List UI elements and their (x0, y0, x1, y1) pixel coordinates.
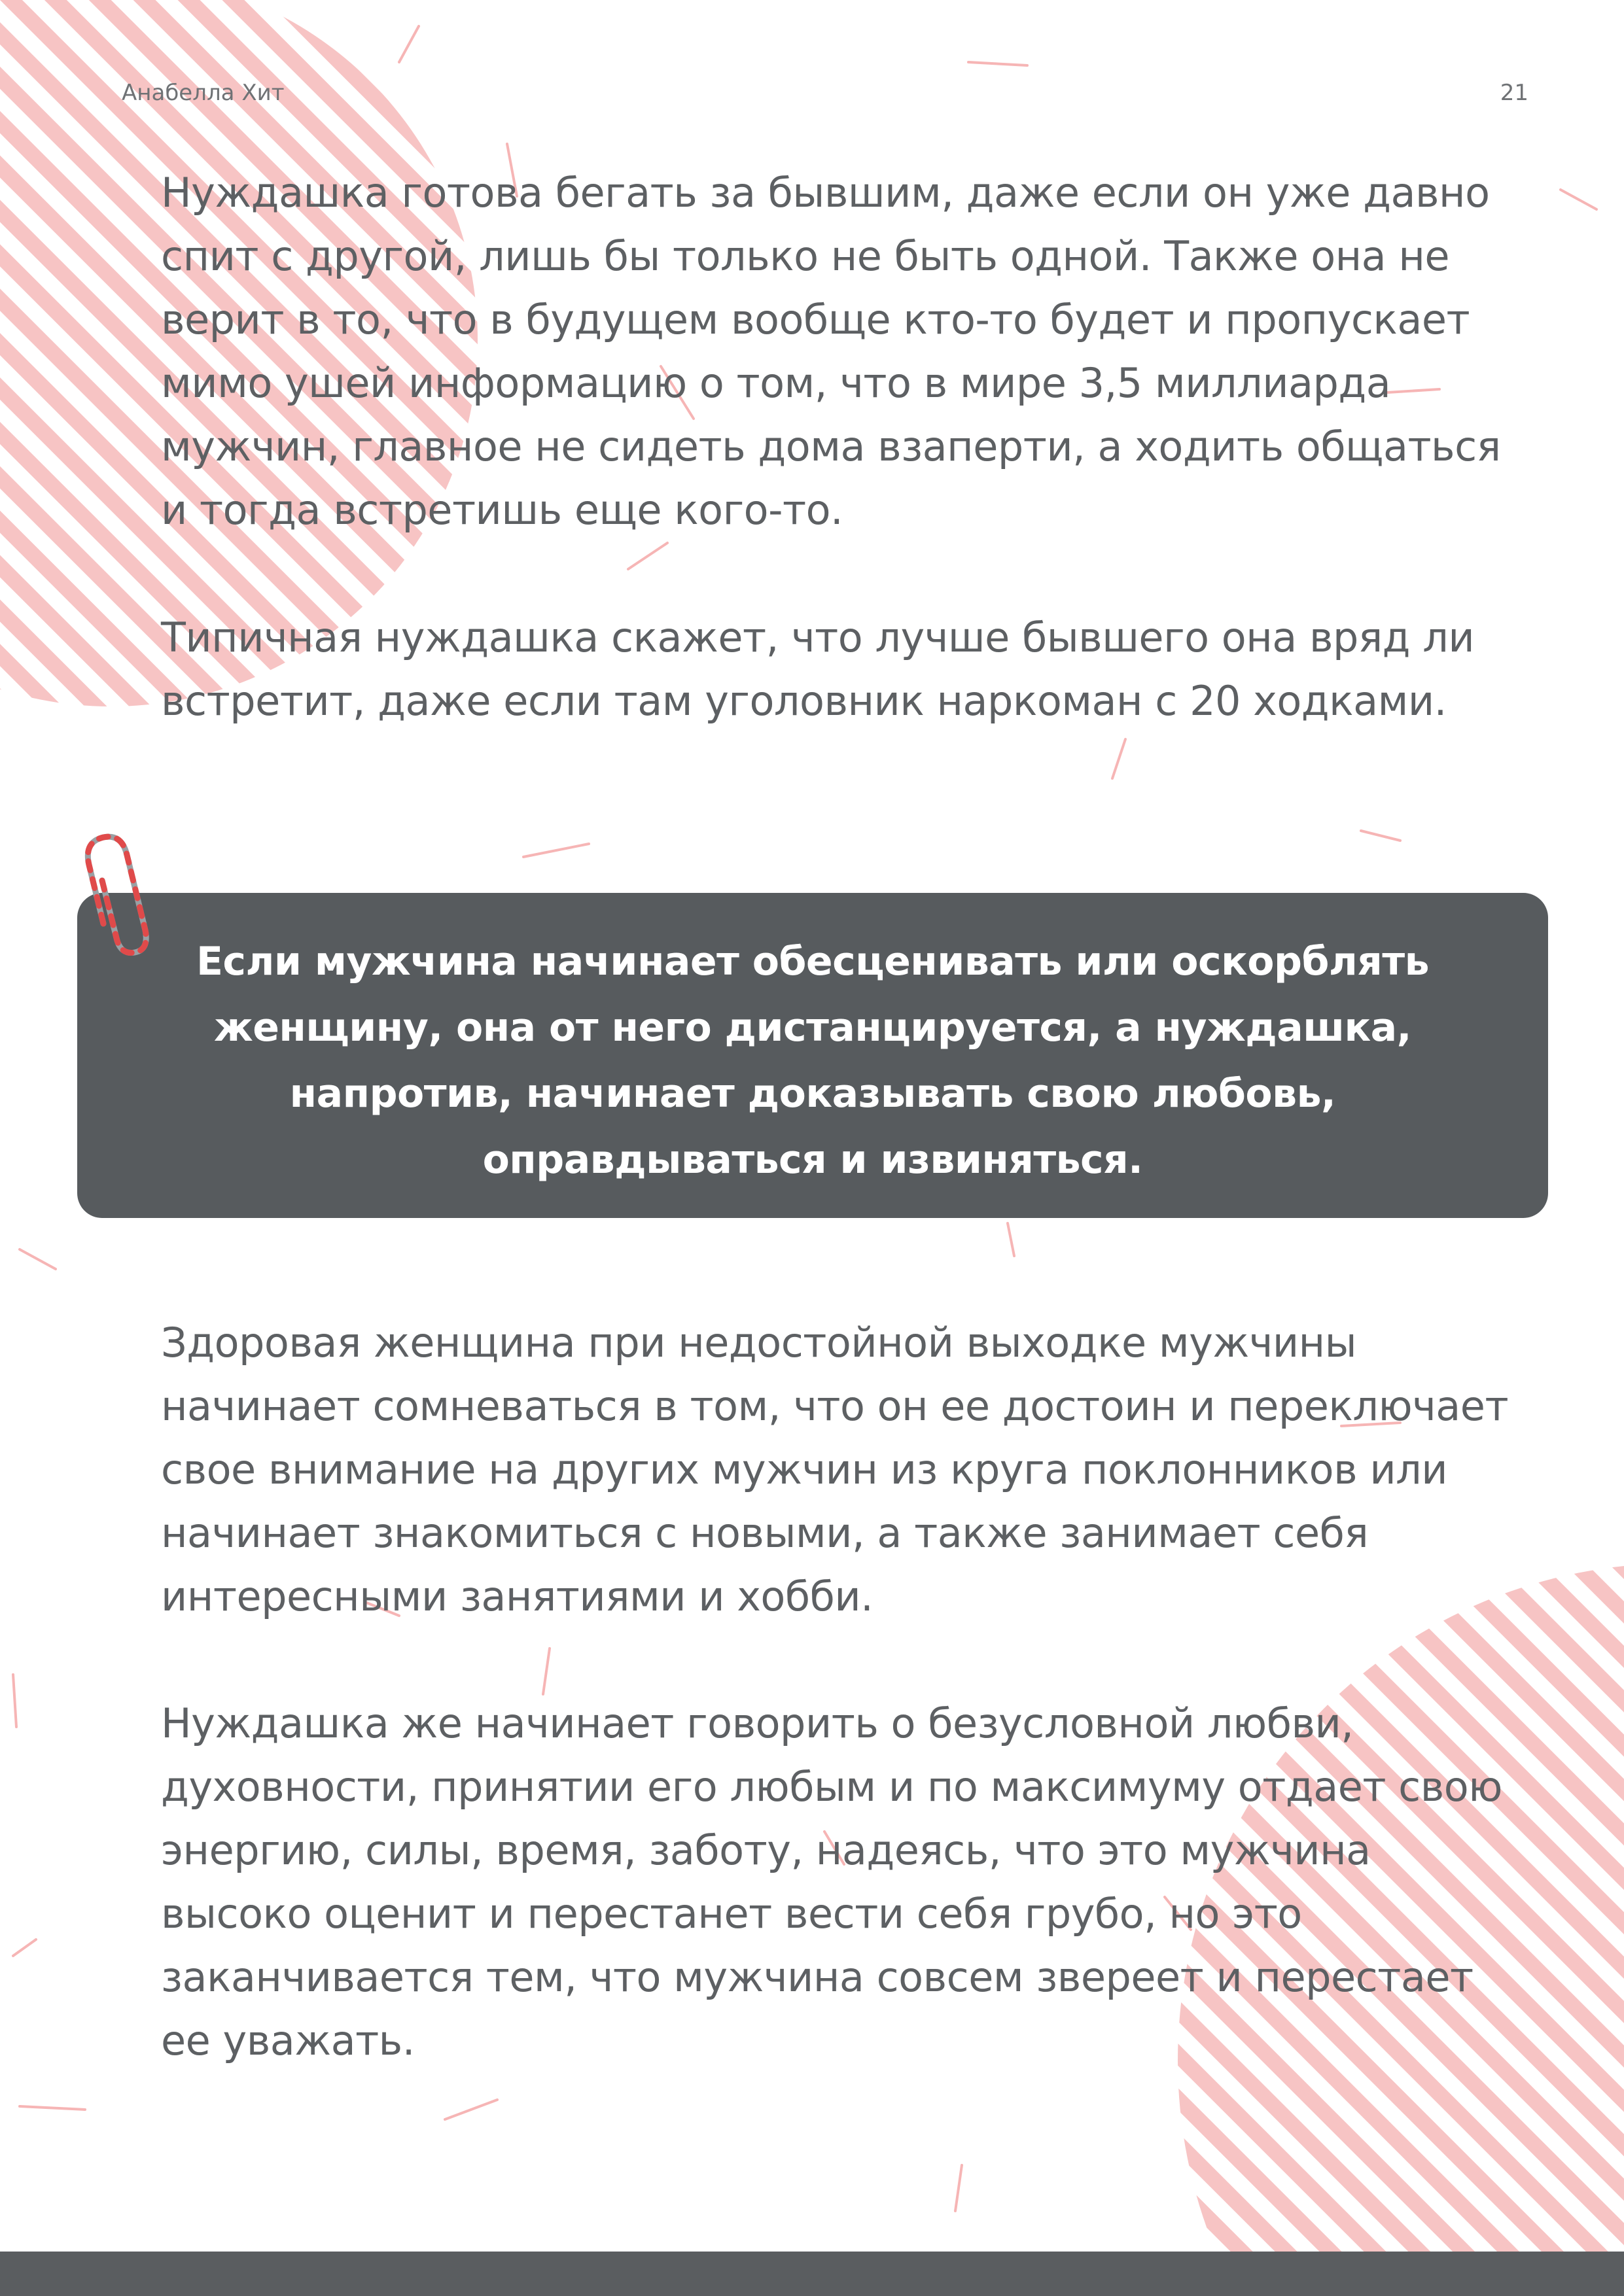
callout-box (77, 893, 1548, 1218)
callout-text: Если мужчина начинает обесценивать или оскорблять женщину, она от него дистанцируется, а нуждашка, напротив, начинает доказывать свою любовь, оправдываться и извиняться. (196, 939, 1430, 1183)
paragraph-3: Здоровая женщина при недостойной выходке мужчины начинает сомневаться в том, что он ее достоин и переключает свое внимание на других мужчин из круга поклонников или начинает знакомиться с новыми, а также занимает себя интересными занятиями и хобби. (161, 1319, 1509, 1620)
paragraph-2: Типичная нуждашка скажет, что лучше бывшего она вряд ли встретит, даже если там уголовник наркоман с 20 ходками. (161, 614, 1475, 725)
header-author: Анабелла Хит (122, 80, 285, 106)
page-number: 21 (1500, 80, 1528, 106)
paperclip-icon (77, 826, 169, 956)
footer-bar (0, 2252, 1624, 2296)
paragraph-1: Нуждашка готова бегать за бывшим, даже если он уже давно спит с другой, лишь бы только не быть одной. Также она не верит в то, что в будущем вообще кто-то будет и пропускает мимо ушей информацию о том, что в мире 3,5 миллиарда мужчин, главное не сидеть дома взаперти, а ходить общаться и тогда встретишь еще кого-то. (161, 169, 1501, 534)
paragraph-4: Нуждашка же начинает говорить о безусловной любви, духовности, принятии его любым и по максимуму отдает свою энергию, силы, время, заботу, надеясь, что это мужчина высоко оценит и перестанет вести себя грубо, но это заканчивается тем, что мужчина совсем звереет и перестает ее уважать. (161, 1699, 1502, 2064)
